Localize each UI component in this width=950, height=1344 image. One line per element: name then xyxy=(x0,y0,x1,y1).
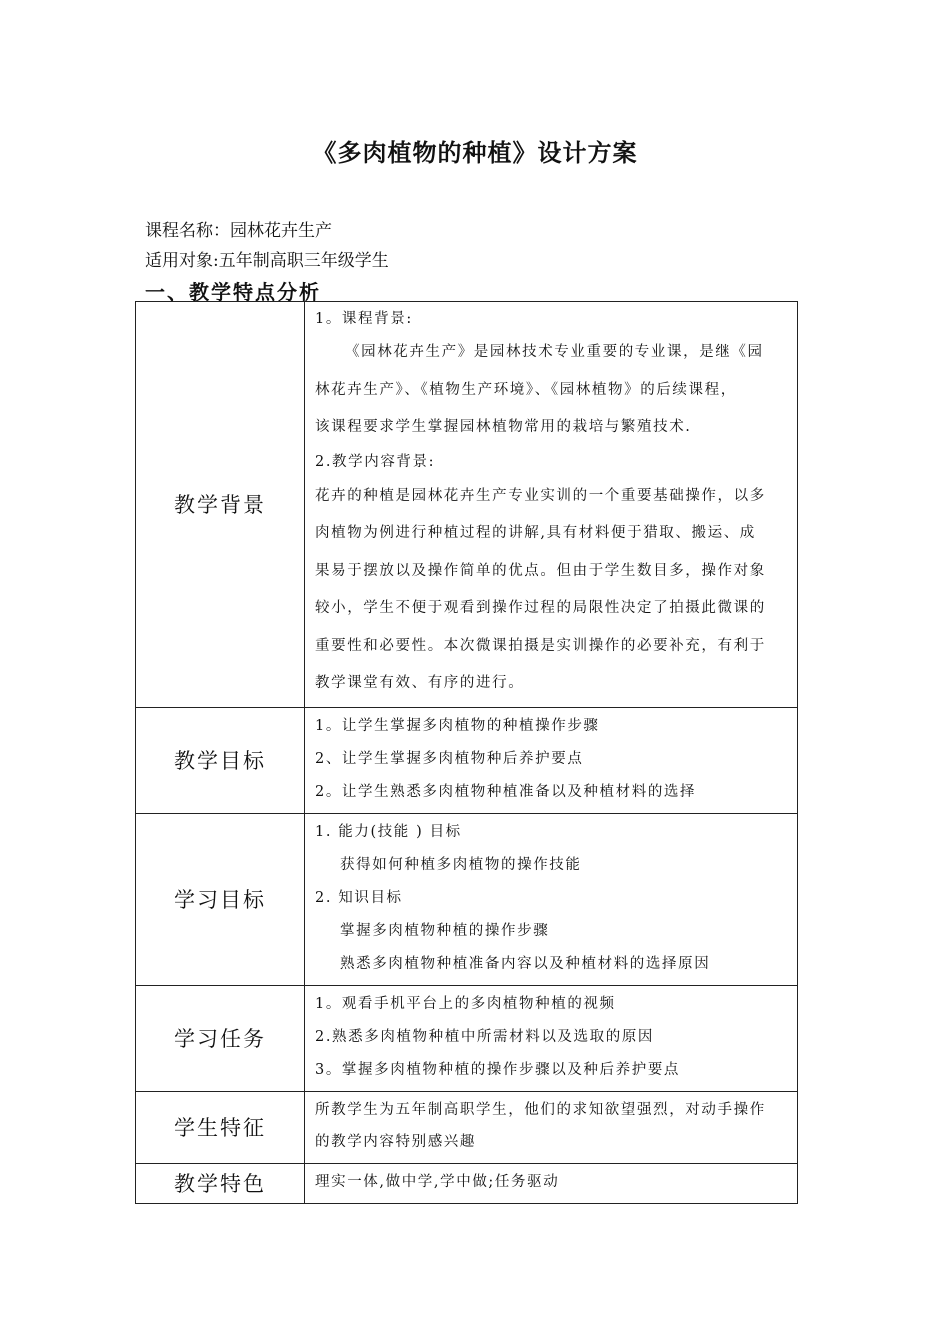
content-line: 2. 知识目标 xyxy=(315,889,403,906)
content-line: 肉植物为例进行种植过程的讲解,具有材料便于猎取、搬运、成 xyxy=(315,525,756,541)
content-line: 1。观看手机平台上的多肉植物种植的视频 xyxy=(315,995,616,1012)
content-line: 所教学生为五年制高职学生，他们的求知欲望强烈，对动手操作 xyxy=(315,1101,766,1118)
content-line: 1. 能力(技能 ) 目标 xyxy=(315,823,462,840)
content-line: 1。让学生掌握多肉植物的种植操作步骤 xyxy=(315,717,600,734)
content-line: 花卉的种植是园林花卉生产专业实训的一个重要基础操作，以多 xyxy=(315,487,766,504)
table-row xyxy=(136,813,798,985)
row-content-learning-tasks xyxy=(305,985,798,1091)
row-label-teaching-features: 教学特色 xyxy=(136,1163,305,1203)
content-line: 2.教学内容背景: xyxy=(315,453,436,470)
table-row xyxy=(136,707,798,813)
content-line: 熟悉多肉植物种植准备内容以及种植材料的选择原因 xyxy=(340,955,711,972)
row-content-learning-objectives xyxy=(305,813,798,985)
row-label-teaching-objectives: 教学目标 xyxy=(136,707,305,813)
document-title: 《多肉植物的种植》设计方案 xyxy=(312,139,638,167)
table-row xyxy=(136,1163,798,1203)
table-row xyxy=(136,985,798,1091)
teaching-analysis-table xyxy=(135,301,798,1204)
row-content-teaching-objectives xyxy=(305,707,798,813)
row-label-learning-objectives: 学习目标 xyxy=(136,813,305,985)
content-line: 3。掌握多肉植物种植的操作步骤以及种后养护要点 xyxy=(315,1061,681,1078)
row-label-student-characteristics: 学生特征 xyxy=(136,1091,305,1163)
row-content-teaching-features xyxy=(305,1163,798,1203)
content-line: 掌握多肉植物种植的操作步骤 xyxy=(340,922,550,939)
content-line: 重要性和必要性。本次微课拍摄是实训操作的必要补充，有利于 xyxy=(315,637,766,654)
content-line: 林花卉生产》、《植物生产环境》、《园林植物》的后续课程， xyxy=(315,381,737,398)
row-content-teaching-background xyxy=(305,302,798,708)
content-line: 的教学内容特别感兴趣 xyxy=(315,1133,476,1150)
content-line: 2。让学生熟悉多肉植物种植准备以及种植材料的选择 xyxy=(315,783,697,800)
row-label-teaching-background: 教学背景 xyxy=(136,302,305,708)
table-row xyxy=(136,302,798,708)
table-row xyxy=(136,1091,798,1163)
row-content-student-characteristics xyxy=(305,1091,798,1163)
content-line: 2、让学生掌握多肉植物种后养护要点 xyxy=(315,750,584,767)
course-name-line: 课程名称：园林花卉生产 xyxy=(145,221,332,241)
target-audience-line: 适用对象:五年制高职三年级学生 xyxy=(145,251,389,271)
section-heading: 一、教学特点分析 xyxy=(145,280,321,304)
content-line: 1。课程背景: xyxy=(315,311,413,327)
content-line: 该课程要求学生掌握园林植物常用的栽培与繁殖技术. xyxy=(315,419,692,435)
content-line: 教学课堂有效、有序的进行。 xyxy=(315,675,525,691)
content-line: 较小，学生不便于观看到操作过程的局限性决定了拍摄此微课的 xyxy=(315,600,766,616)
content-line: 理实一体,做中学,学中做;任务驱动 xyxy=(315,1173,560,1190)
content-line: 《园林花卉生产》是园林技术专业重要的专业课，是继《园 xyxy=(345,344,764,360)
row-label-learning-tasks: 学习任务 xyxy=(136,985,305,1091)
content-line: 2.熟悉多肉植物种植中所需材料以及选取的原因 xyxy=(315,1028,655,1045)
content-line: 果易于摆放以及操作简单的优点。但由于学生数目多，操作对象 xyxy=(315,562,766,579)
content-line: 获得如何种植多肉植物的操作技能 xyxy=(340,856,582,873)
